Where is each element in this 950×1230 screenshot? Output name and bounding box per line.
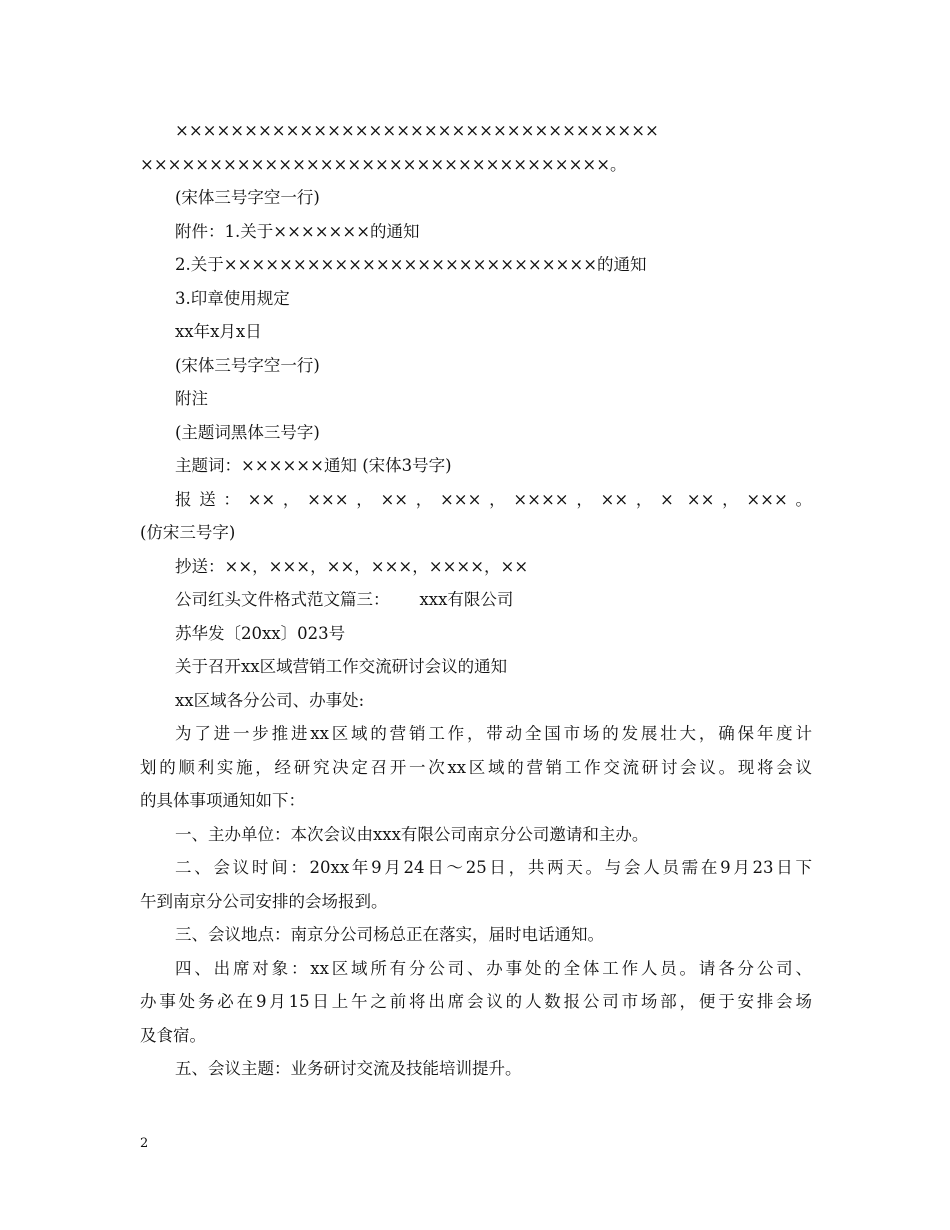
document-line: 附件：1.关于×××××××的通知 bbox=[175, 221, 420, 241]
document-line: 3.印章使用规定 bbox=[175, 288, 290, 308]
document-line: 2.关于×××××××××××××××××××××××××××的通知 bbox=[175, 255, 647, 274]
document-line: 及食宿。 bbox=[140, 1025, 206, 1045]
document-line: ××××××××××××××××××××××××××××××××××× bbox=[175, 121, 659, 140]
document-line: 三、会议地点：南京分公司杨总正在落实，届时电话通知。 bbox=[175, 925, 604, 944]
document-line: 为了进一步推进xx区域的营销工作，带动全国市场的发展壮大，确保年度计 bbox=[175, 724, 812, 743]
document-line: 五、会议主题：业务研讨交流及技能培训提升。 bbox=[175, 1059, 522, 1078]
document-line: 附注 bbox=[175, 389, 208, 408]
document-line: xx年x月x日 bbox=[175, 322, 262, 341]
document-line: 关于召开xx区域营销工作交流研讨会议的通知 bbox=[175, 657, 508, 676]
document-line: 的具体事项通知如下： bbox=[140, 791, 305, 810]
document-line: 苏华发〔20xx〕023号 bbox=[175, 623, 346, 643]
document-line: 四、出席对象：xx区域所有分公司、办事处的全体工作人员。请各分公司、 bbox=[175, 958, 812, 978]
document-line: 公司红头文件格式范文篇三： xxx有限公司 bbox=[175, 590, 514, 609]
document-line: 午到南京分公司安排的会场报到。 bbox=[140, 891, 388, 911]
document-line: (仿宋三号字) bbox=[140, 523, 236, 542]
page-number: 2 bbox=[140, 1136, 149, 1151]
document-line: ××××××××××××××××××××××××××××××××××。 bbox=[140, 154, 627, 174]
document-line: 办事处务必在9月15日上午之前将出席会议的人数报公司市场部，便于安排会场 bbox=[140, 992, 812, 1011]
document-line: xx区域各分公司、办事处: bbox=[175, 690, 365, 710]
document-line: 报送：××，×××，××，×××，××××，××，× ××，×××。 bbox=[175, 489, 812, 509]
document-line: (宋体三号字空一行) bbox=[175, 188, 320, 207]
document-body bbox=[140, 114, 812, 1086]
document-line: 抄送：××，×××，××，×××，××××，×× bbox=[175, 556, 529, 576]
document-line: 二、会议时间：20xx年9月24日～25日，共两天。与会人员需在9月23日下 bbox=[175, 858, 812, 877]
document-line: (宋体三号字空一行) bbox=[175, 355, 320, 375]
document-line: 划的顺利实施，经研究决定召开一次xx区域的营销工作交流研讨会议。现将会议 bbox=[140, 757, 812, 777]
document-line: 一、主办单位：本次会议由xxx有限公司南京分公司邀请和主办。 bbox=[175, 824, 649, 844]
document-line: 主题词：××××××通知 (宋体3号字) bbox=[175, 456, 452, 475]
document-line: (主题词黑体三号字) bbox=[175, 422, 320, 442]
